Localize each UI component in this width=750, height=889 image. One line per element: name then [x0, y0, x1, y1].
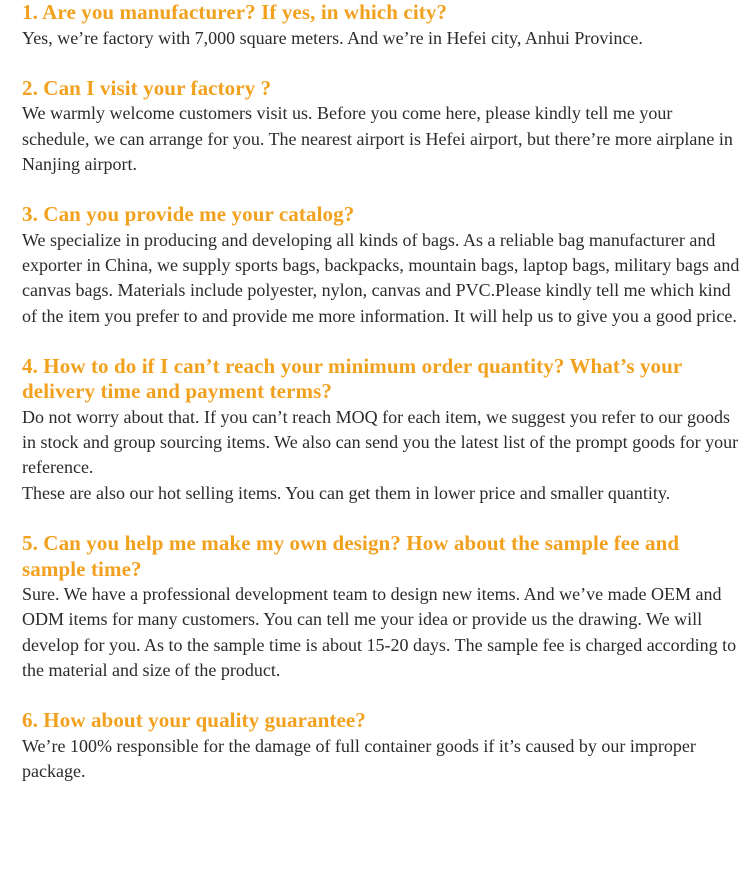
faq-spacer: [22, 51, 742, 76]
faq-spacer: [22, 177, 742, 202]
faq-item-1: [22, 0, 742, 51]
faq-answer-paragraph: Do not worry about that. If you can’t reach MOQ for each item, we suggest you refer to our goods in stock and group sourcing items. We also can send you the latest list of the prompt goods for your reference.: [22, 406, 739, 478]
faq-question: 4. How to do if I can’t reach your minimum order quantity? What’s your delivery time and payment terms?: [22, 353, 682, 404]
faq-answer: [22, 101, 742, 177]
faq-item-5: [22, 531, 742, 683]
faq-answer-paragraph: We specialize in producing and developing all kinds of bags. As a reliable bag manufacturer and exporter in China, we supply sports bags, backpacks, mountain bags, laptop bags, military bags and canvas bags. Materials include polyester, nylon, canvas and PVC.Please kindly tell me which kind of the item you prefer to and provide me more information. It will help us to give you a good price.: [22, 229, 740, 326]
faq-item-3: [22, 202, 742, 329]
faq-answer: [22, 582, 742, 683]
faq-question: 5. Can you help me make my own design? How about the sample fee and sample time?: [22, 531, 680, 581]
faq-answer-paragraph: Yes, we’re factory with 7,000 square meters. And we’re in Hefei city, Anhui Province.: [22, 27, 643, 48]
faq-answer: [22, 26, 742, 51]
faq-item-2: [22, 76, 742, 177]
faq-spacer: [22, 329, 742, 354]
faq-question: 6. How about your quality guarantee?: [22, 708, 366, 733]
faq-spacer: [22, 683, 742, 708]
faq-item-6: [22, 708, 742, 784]
faq-answer-paragraph: We’re 100% responsible for the damage of full container goods if it’s caused by our improper package.: [22, 735, 696, 782]
faq-spacer: [22, 506, 742, 531]
faq-question: 1. Are you manufacturer? If yes, in which city?: [22, 0, 448, 24]
faq-answer-paragraph: Sure. We have a professional development team to design new items. And we’ve made OEM and ODM items for many customers. You can tell me your idea or provide us the drawing. We will develop for you. As to the sample time is about 15-20 days. The sample fee is charged according to the material and size of the product.: [22, 584, 737, 680]
faq-question: 2. Can I visit your factory ?: [22, 75, 272, 100]
faq-question: 3. Can you provide me your catalog?: [22, 202, 355, 227]
faq-answer: [22, 734, 742, 785]
faq-list: [22, 0, 742, 784]
faq-answer-paragraph: We warmly welcome customers visit us. Before you come here, please kindly tell me your schedule, we can arrange for you. The nearest airport is Hefei airport, but there’re more airplane in Nanjing airport.: [22, 103, 733, 174]
faq-answer: [22, 228, 742, 329]
faq-answer: [22, 405, 742, 506]
faq-item-4: [22, 354, 742, 506]
faq-answer-paragraph: These are also our hot selling items. You can get them in lower price and smaller quantity.: [22, 482, 671, 503]
